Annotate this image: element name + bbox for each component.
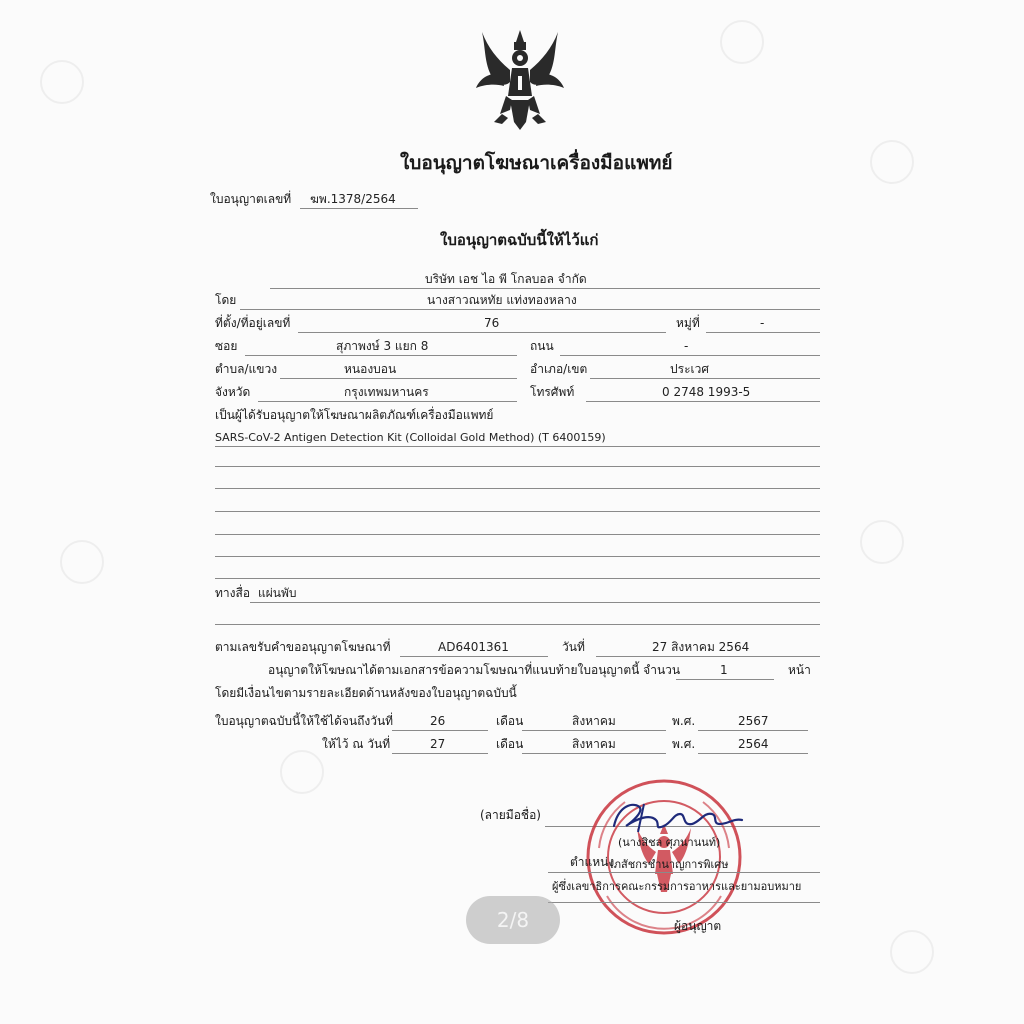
blank-line (215, 488, 820, 489)
tambon-value: หนองบอน (344, 362, 397, 376)
road-value: - (684, 339, 689, 353)
watermark-seal (870, 140, 914, 184)
document-subtitle: ใบอนุญาตฉบับนี้ให้ไว้แก่ (440, 231, 599, 249)
valid-month-line (522, 730, 666, 731)
pages-count: 1 (720, 663, 728, 677)
issued-day-line (392, 753, 488, 754)
moo-label: หมู่ที่ (676, 316, 700, 330)
blank-line (215, 556, 820, 557)
issued-day: 27 (430, 737, 446, 751)
valid-year: 2567 (738, 714, 769, 728)
phone-line (586, 401, 820, 402)
watermark-seal (40, 60, 84, 104)
request-date-line (596, 656, 820, 657)
request-date: 27 สิงหาคม 2564 (652, 640, 750, 654)
request-label: ตามเลขรับคำขออนุญาตโฆษณาที่ (215, 640, 391, 654)
issued-year-label: พ.ศ. (672, 737, 696, 751)
licensor-label: ผู้อนุญาต (674, 919, 722, 933)
phone-value: 0 2748 1993-5 (662, 385, 751, 399)
watermark-seal (860, 520, 904, 564)
permission-text: เป็นผู้ได้รับอนุญาตให้โฆษณาผลิตภัณฑ์เครื่องมือแพทย์ (215, 408, 494, 422)
amphoe-line (590, 378, 820, 379)
product-name: SARS-CoV-2 Antigen Detection Kit (Colloidal Gold Method) (T 6400159) (215, 431, 606, 444)
signer-name: (นางสิชล ศุภนานนท์) (618, 836, 721, 849)
valid-month-label: เดือน (496, 714, 524, 728)
address-label: ที่ตั้ง/ที่อยู่เลขที่ (215, 316, 291, 330)
tambon-line (280, 378, 517, 379)
valid-year-line (698, 730, 808, 731)
signer-title: เภสัชกรชำนาญการพิเศษ (610, 858, 729, 871)
signer-role: ผู้ซึ่งเลขาธิการคณะกรรมการอาหารและยามอบหมาย (552, 880, 802, 893)
address-no: 76 (484, 316, 500, 330)
valid-label: ใบอนุญาตฉบับนี้ให้ใช้ได้จนถึงวันที่ (215, 714, 394, 728)
valid-month: สิงหาคม (572, 714, 616, 728)
province-line (258, 401, 517, 402)
by-label: โดย (215, 293, 237, 307)
valid-year-label: พ.ศ. (672, 714, 696, 728)
moo-line (706, 332, 820, 333)
request-no-line (400, 656, 548, 657)
issued-year: 2564 (738, 737, 769, 751)
media-value: แผ่นพับ (258, 586, 297, 600)
valid-day: 26 (430, 714, 446, 728)
watermark-seal (280, 750, 324, 794)
watermark-seal (60, 540, 104, 584)
province-value: กรุงเทพมหานคร (344, 385, 429, 399)
product-line (215, 446, 820, 447)
address-line (298, 332, 666, 333)
position-label: ตำแหน่ง (570, 855, 615, 869)
signature-label: (ลายมือชื่อ) (480, 808, 541, 822)
amphoe-value: ประเวศ (670, 362, 709, 376)
license-no-label: ใบอนุญาตเลขที่ (210, 192, 292, 206)
media-label: ทางสื่อ (215, 586, 251, 600)
garuda-emblem-icon (472, 26, 568, 134)
soi-value: สุภาพงษ์ 3 แยก 8 (336, 339, 429, 353)
issued-month: สิงหาคม (572, 737, 616, 751)
request-date-label: วันที่ (562, 640, 585, 654)
company-line (270, 288, 820, 289)
document-title: ใบอนุญาตโฆษณาเครื่องมือแพทย์ (400, 152, 673, 174)
issued-month-line (522, 753, 666, 754)
company-name: บริษัท เอช ไอ พี โกลบอล จำกัด (425, 272, 587, 286)
condition-text: โดยมีเงื่อนไขตามรายละเอียดด้านหลังของใบอนุญาตฉบับนี้ (215, 686, 517, 700)
watermark-seal (890, 930, 934, 974)
license-no-line (300, 208, 418, 209)
issued-month-label: เดือน (496, 737, 524, 751)
page-indicator: 2/8 (466, 896, 560, 944)
soi-label: ซอย (215, 339, 238, 353)
blank-line (215, 534, 820, 535)
media-line (250, 602, 820, 603)
pages-line (676, 679, 774, 680)
blank-line (215, 466, 820, 467)
tambon-label: ตำบล/แขวง (215, 362, 278, 376)
blank-line (215, 624, 820, 625)
phone-label: โทรศัพท์ (530, 385, 575, 399)
by-name: นางสาวณหทัย แท่งทองหลาง (427, 293, 577, 307)
province-label: จังหวัด (215, 385, 251, 399)
pages-unit: หน้า (788, 663, 811, 677)
attach-text: อนุญาตให้โฆษณาได้ตามเอกสารข้อความโฆษณาที่แนบท้ายใบอนุญาตนี้ จำนวน (268, 663, 681, 677)
role-line (548, 902, 820, 903)
amphoe-label: อำเภอ/เขต (530, 362, 588, 376)
blank-line (215, 578, 820, 579)
moo-value: - (760, 316, 765, 330)
request-no: AD6401361 (438, 640, 509, 654)
road-label: ถนน (530, 339, 554, 353)
blank-line (215, 511, 820, 512)
valid-day-line (392, 730, 488, 731)
watermark-seal (720, 20, 764, 64)
by-line (240, 309, 820, 310)
issued-label: ให้ไว้ ณ วันที่ (322, 737, 391, 751)
position-line (548, 872, 820, 873)
license-no-value: ฆพ.1378/2564 (310, 192, 396, 206)
soi-line (245, 355, 517, 356)
issued-year-line (698, 753, 808, 754)
handwritten-signature-icon (608, 796, 748, 838)
road-line (560, 355, 820, 356)
